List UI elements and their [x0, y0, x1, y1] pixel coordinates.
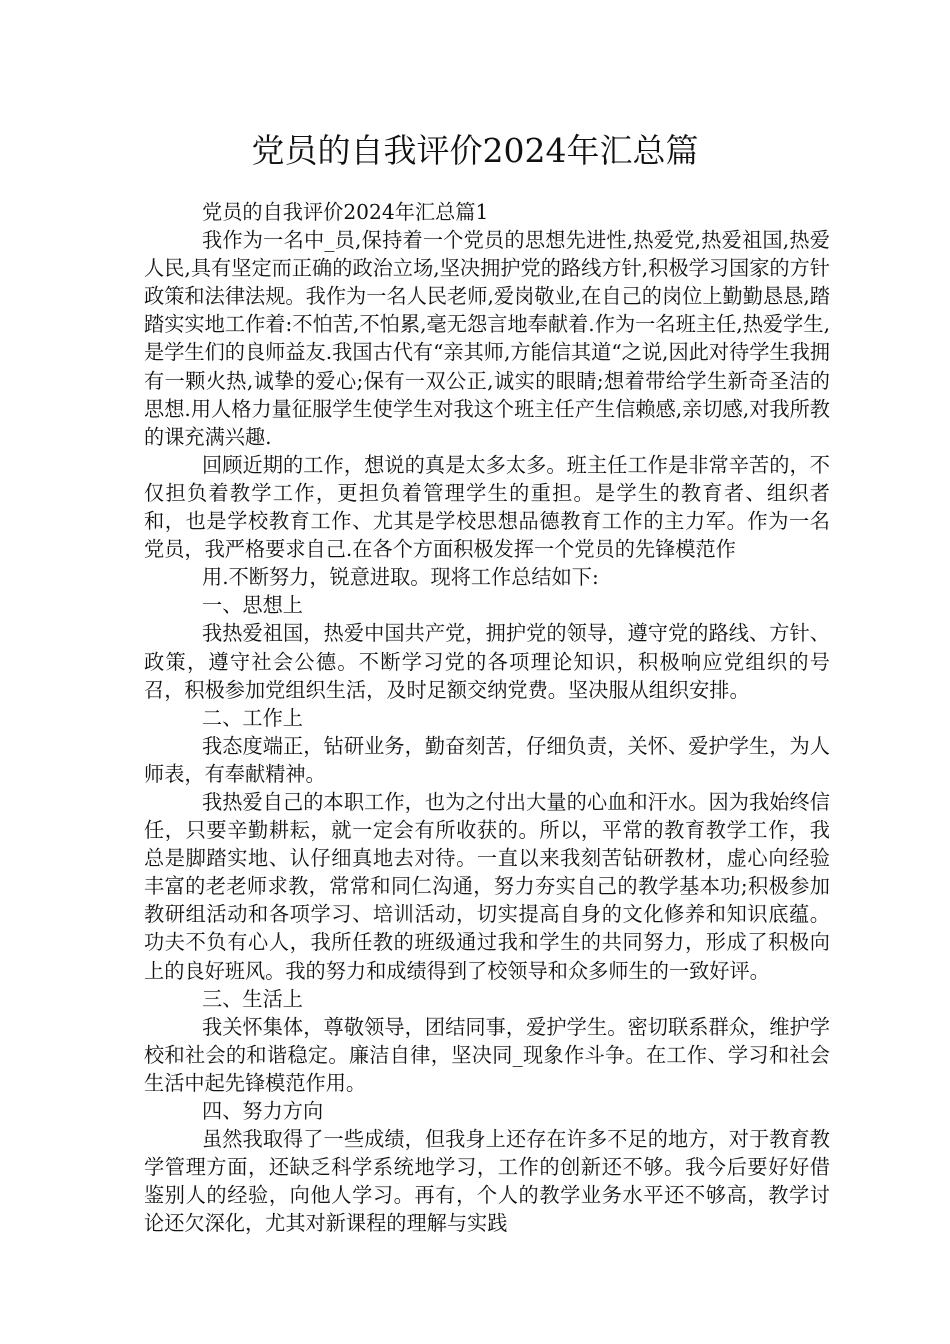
paragraph: 我热爱祖国，热爱中国共产党，拥护党的领导，遵守党的路线、方针、政策，遵守社会公德。不断学习党的各项理论知识，积极响应党组织的号召，积极参加党组织生活，及时足额交纳党费。坚决服从组织安排。 — [144, 621, 830, 702]
paragraph: 用.不断努力，锐意进取。现将工作总结如下: — [202, 565, 599, 590]
paragraph: 我热爱自己的本职工作，也为之付出大量的心血和汗水。因为我始终信任，只要辛勤耕耘，就一定会有所收获的。所以，平常的教育教学工作，我总是脚踏实地、认仔细真地去对待。一直以来我刻苦钻研教材，虚心向经验丰富的老老师求教，常常和同仁沟通，努力夯实自己的教学基本功;积极参加教研组活动和各项学习、培训活动，切实提高自身的文化修养和知识底蕴。功夫不负有心人，我所任教的班级通过我和学生的共同努力，形成了积极向上的良好班风。我的努力和成绩得到了校领导和众多师生的一致好评。 — [144, 789, 830, 983]
paragraph: 我作为一名中_员,保持着一个党员的思想先进性,热爱党,热爱祖国,热爱人民,具有坚定而正确的政治立场,坚决拥护党的路线方针,积极学习国家的方针政策和法律法规。我作为一名人民老师,爱岗敬业,在自己的岗位上勤勤恳恳,踏踏实实地工作着:不怕苦,不怕累,毫无怨言地奉献着.作为一名班主任,热爱学生,是学生们的良师益友.我国古代有“亲其师,方能信其道“之说,因此对待学生我拥有一颗火热,诚挚的爱心;保有一双公正,诚实的眼睛;想着带给学生新奇圣洁的思想.用人格力量征服学生使学生对我这个班主任产生信赖感,亲切感,对我所教的课充满兴趣. — [144, 228, 830, 449]
paragraph: 我关怀集体，尊敬领导，团结同事，爱护学生。密切联系群众，维护学校和社会的和谐稳定。廉洁自律，坚决同_现象作斗争。在工作、学习和社会生活中起先锋模范作用。 — [144, 1014, 830, 1095]
document-title: 党员的自我评价2024年汇总篇 — [251, 131, 699, 170]
section-heading-work: 二、工作上 — [202, 705, 303, 730]
section-heading-thought: 一、思想上 — [202, 593, 303, 618]
document-body — [144, 198, 830, 1237]
section-heading-direction: 四、努力方向 — [202, 1099, 324, 1123]
section-subtitle: 党员的自我评价2024年汇总篇1 — [202, 200, 489, 224]
paragraph: 我态度端正，钻研业务，勤奋刻苦，仔细负责，关怀、爱护学生，为人师表，有奉献精神。 — [144, 733, 830, 786]
paragraph: 回顾近期的工作，想说的真是太多太多。班主任工作是非常辛苦的，不仅担负着教学工作，更担负着管理学生的重担。是学生的教育者、组织者和，也是学校教育工作、尤其是学校思想品德教育工作的主力军。作为一名党员，我严格要求自己.在各个方面积极发挥一个党员的先锋模范作 — [144, 452, 830, 562]
paragraph: 虽然我取得了一些成绩，但我身上还存在许多不足的地方，对于教育教学管理方面，还缺乏科学系统地学习，工作的创新还不够。我今后要好好借鉴别人的经验，向他人学习。再有，个人的教学业务水平还不够高，教学讨论还欠深化，尤其对新课程的理解与实践 — [144, 1127, 830, 1236]
section-heading-life: 三、生活上 — [202, 986, 303, 1011]
